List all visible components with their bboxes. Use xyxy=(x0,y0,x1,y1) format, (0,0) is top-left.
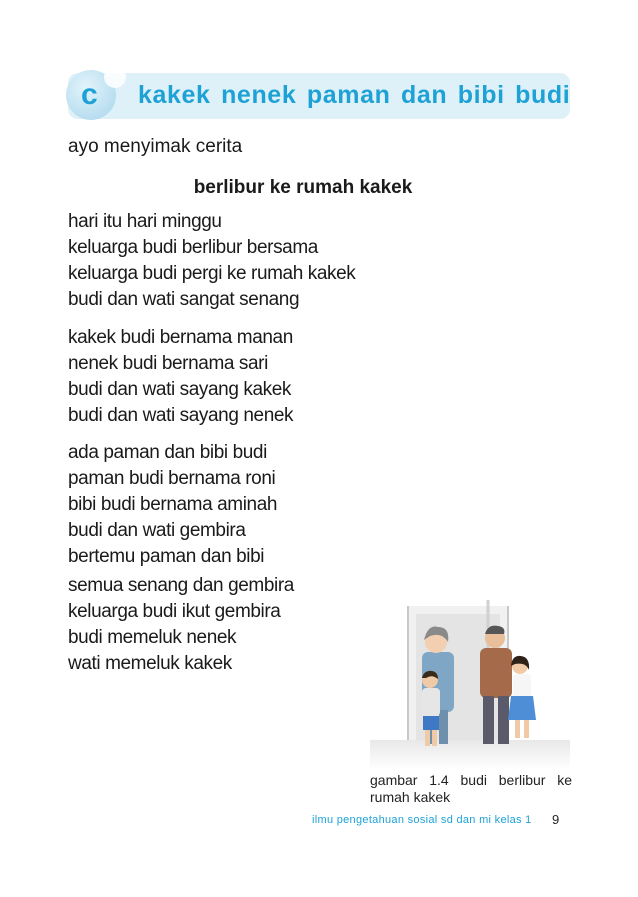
stanza-3 xyxy=(68,440,277,570)
stanza-1 xyxy=(68,209,355,313)
story-title: berlibur ke rumah kakek xyxy=(193,177,413,198)
stanza-line: ada paman dan bibi budi xyxy=(68,442,267,463)
stanza-line: budi dan wati sayang nenek xyxy=(68,405,294,426)
floor xyxy=(370,740,570,770)
footer-book-title: ilmu pengetahuan sosial sd dan mi kelas 1 xyxy=(312,814,532,826)
page-number: 9 xyxy=(552,812,560,827)
stanza-line: bibi budi bernama aminah xyxy=(68,494,278,515)
decorative-dot xyxy=(104,66,126,88)
stanza-line: bertemu paman dan bibi xyxy=(68,546,265,567)
section-title: kakek nenek paman dan bibi budi xyxy=(138,81,571,109)
stanza-line: budi dan wati gembira xyxy=(68,520,246,541)
stanza-line: keluarga budi pergi ke rumah kakek xyxy=(68,263,356,284)
stanza-line: nenek budi bernama sari xyxy=(68,353,268,374)
stanza-line: keluarga budi ikut gembira xyxy=(68,601,281,622)
stanza-line: budi dan wati sayang kakek xyxy=(68,379,292,400)
stanza-2 xyxy=(68,325,293,429)
figure-caption: gambar 1.4 budi berlibur ke rumah kakek xyxy=(370,772,572,805)
section-letter: c xyxy=(81,78,98,111)
intro-text: ayo menyimak cerita xyxy=(68,136,243,157)
stanza-line: kakek budi bernama manan xyxy=(68,327,293,348)
girl-wati-figure xyxy=(508,656,536,738)
stanza-line: budi dan wati sangat senang xyxy=(68,289,300,310)
stanza-line: budi memeluk nenek xyxy=(68,627,237,648)
stanza-4 xyxy=(68,573,294,677)
stanza-line: semua senang dan gembira xyxy=(68,575,294,596)
stanza-line: paman budi bernama roni xyxy=(68,468,276,489)
stanza-line: hari itu hari minggu xyxy=(68,211,222,232)
stanza-line: wati memeluk kakek xyxy=(68,653,232,674)
stanza-line: keluarga budi berlibur bersama xyxy=(68,237,318,258)
family-hug-illustration xyxy=(370,600,570,770)
